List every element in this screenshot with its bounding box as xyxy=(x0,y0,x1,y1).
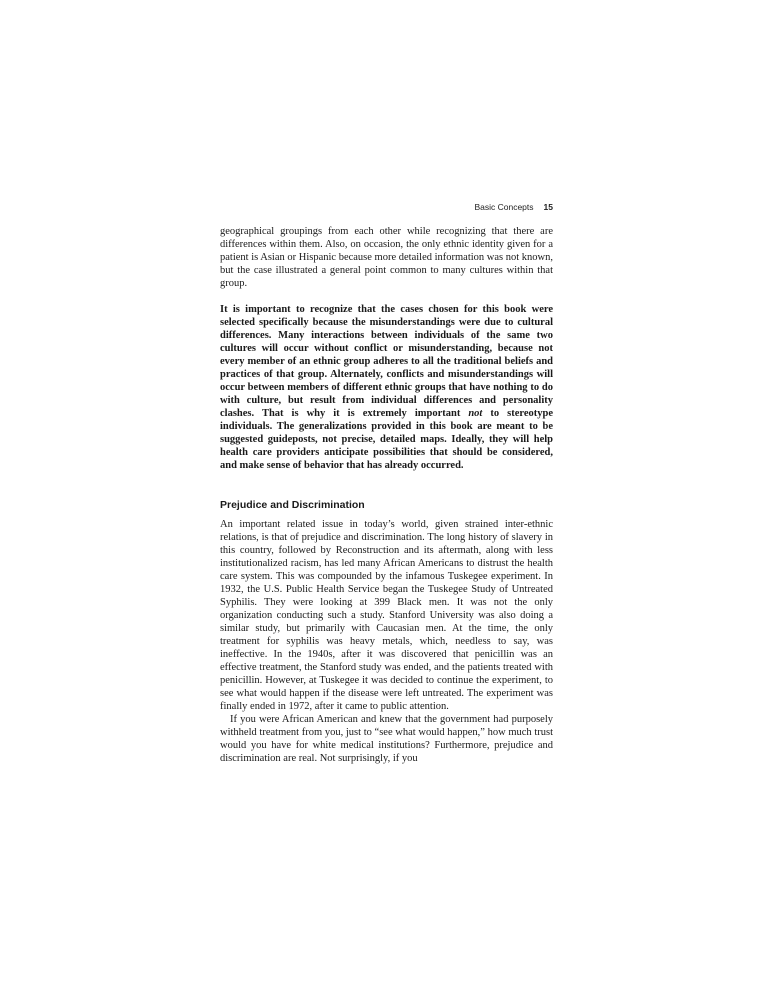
section-heading: Prejudice and Discrimination xyxy=(220,499,365,511)
emphasis-word: not xyxy=(468,408,483,419)
body-paragraph-4: If you were African American and knew that the government had purposely withheld treatment from you, just to “see what would happen,” how much trust would you have for white medical institutions? Furthermore, prejudice and discrimination are real. Not surprisingly, if you xyxy=(220,714,553,764)
body-paragraph-3: An important related issue in today’s world, given strained inter-ethnic relations, is that of prejudice and discrimination. The long history of slavery in this country, followed by Reconstruction and its aftermath, along with less institutionalized racism, has led many African Americans to distrust the health care system. This was compounded by the infamous Tuskegee experiment. In 1932, the U.S. Public Health Service began the Tuskegee Study of Untreated Syphilis. They were looking at 399 Black men. It was not the only organization conducting such a study. Stanford University was also doing a similar study, but primarily with Caucasian men. At the time, the only treatment for syphilis was heavy metals, which, needless to say, was ineffective. In the 1940s, after it was discovered that penicillin was an effective treatment, the Stanford study was ended, and the patients treated with penicillin. However, at Tuskegee it was decided to continue the experiment, to see what would happen if the disease were left untreated. The experiment was finally ended in 1972, after it came to public attention. xyxy=(220,519,553,712)
page-body xyxy=(220,225,553,765)
emphasis-paragraph xyxy=(220,303,553,472)
emphasis-paragraph-part-1: It is important to recognize that the cases chosen for this book were selected specifically because the misunderstandings were due to cultural differences. Many interactions between individuals of the same two cultures will occur without conflict or misunderstanding, because not every member of an ethnic group adheres to all the traditional beliefs and practices of that group. Alternately, conflicts and misunderstandings will occur between members of different ethnic groups that have nothing to do with culture, but result from individual differences and personality clashes. That is why it is extremely important xyxy=(220,304,553,419)
page-number: 15 xyxy=(543,202,553,212)
running-header-section: Basic Concepts xyxy=(474,202,534,212)
body-paragraph-1: geographical groupings from each other while recognizing that there are differences within them. Also, on occasion, the only ethnic identity given for a patient is Asian or Hispanic because more detailed information was not known, but the case illustrated a general point common to many cultures within that group. xyxy=(220,226,554,289)
emphasis-paragraph-part-2: to stereotype individuals. The generalizations provided in this book are meant to be suggested guideposts, not precise, detailed maps. Ideally, they will help health care providers anticipate possibilities that should be considered, and make sense of behavior that has already occurred. xyxy=(220,408,553,471)
running-header xyxy=(220,201,553,213)
